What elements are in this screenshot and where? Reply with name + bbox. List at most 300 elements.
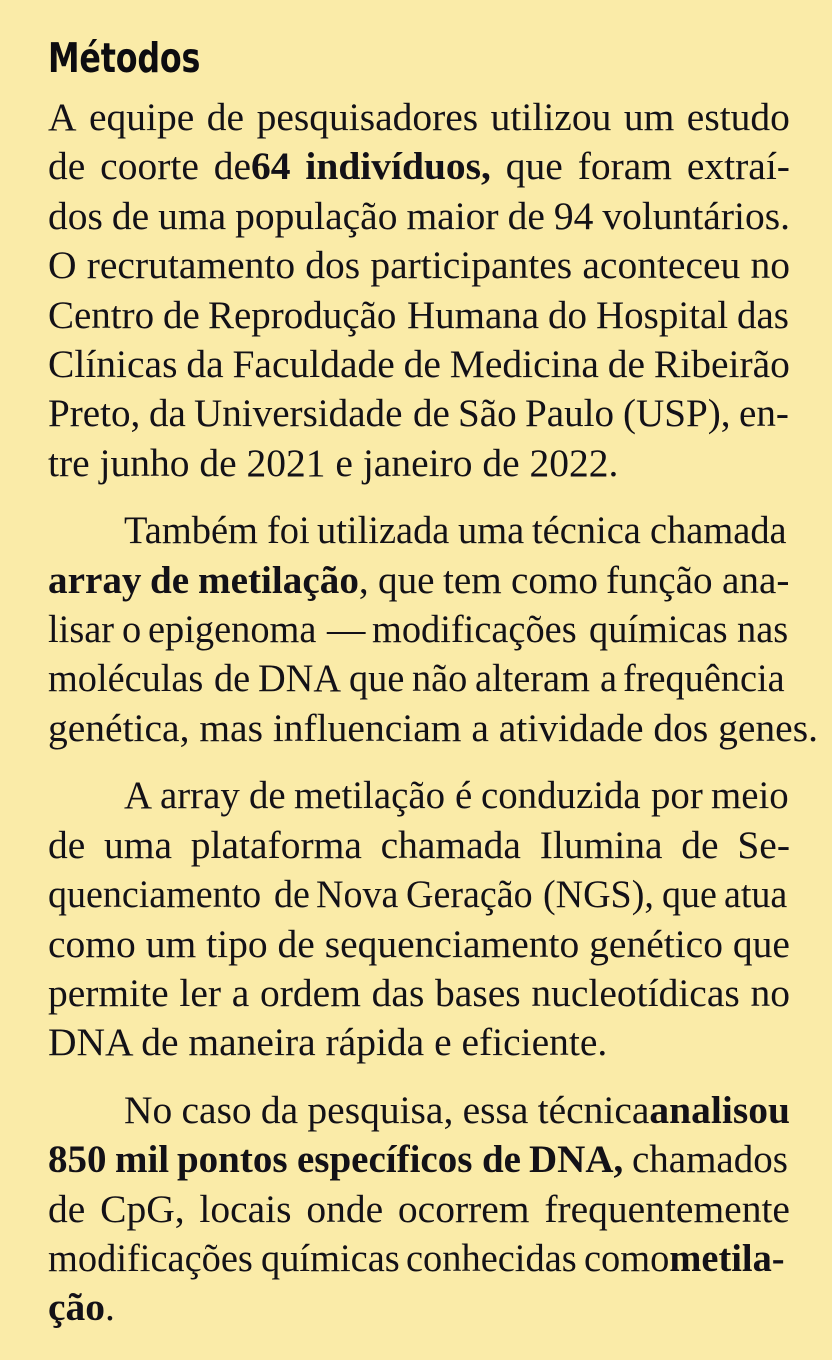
plain-text: aconteceu (582, 243, 741, 288)
word (608, 340, 645, 389)
word (48, 920, 136, 969)
text-line (48, 1283, 790, 1332)
plain-text: metilação (294, 773, 446, 818)
text-line (48, 142, 790, 191)
word (398, 1185, 530, 1234)
plain-text: coorte (100, 144, 199, 189)
plain-text: (NGS), (542, 872, 654, 917)
plain-text: técnica (537, 1087, 650, 1132)
plain-text: extraí- (686, 144, 790, 189)
plain-text: de (206, 95, 245, 139)
text-line (48, 1135, 790, 1184)
plain-text: do (548, 292, 588, 337)
plain-text: da (260, 1087, 299, 1132)
plain-text: Nova (316, 872, 399, 917)
word (372, 969, 425, 1018)
plain-text: frequentemente (544, 1186, 790, 1231)
word (370, 241, 572, 290)
word (538, 1086, 790, 1135)
plain-text: quenciamento (48, 872, 262, 917)
plain-text: genética, mas influenciam a atividade dos genes. (48, 705, 818, 750)
plain-text: (USP), (622, 391, 731, 436)
word (548, 291, 587, 340)
plain-text: modificações (372, 607, 577, 652)
word (186, 340, 223, 389)
word (124, 1086, 172, 1135)
plain-text: Universidade (194, 391, 403, 436)
plain-text: tem (443, 557, 503, 602)
word (122, 605, 141, 654)
word (623, 389, 731, 438)
plain-text: onde (306, 1186, 384, 1231)
plain-text: uma (458, 508, 525, 553)
word (305, 241, 360, 290)
text-line (48, 821, 790, 870)
word (198, 556, 369, 605)
word (737, 821, 790, 870)
emphasis-text: de (481, 1137, 521, 1182)
plain-text: conhecidas (405, 1235, 577, 1280)
emphasis-text: metila- (669, 1235, 785, 1280)
word (179, 969, 221, 1018)
word (207, 93, 244, 142)
word (482, 1135, 521, 1184)
plain-text: Se- (737, 822, 790, 867)
word (267, 506, 310, 555)
plain-text: uma (104, 822, 173, 867)
plain-text: alteram (475, 656, 591, 701)
word (540, 821, 663, 870)
word (651, 771, 703, 820)
plain-text: de (111, 193, 150, 238)
plain-text: recrutamento (86, 243, 296, 288)
plain-text: dos (305, 243, 361, 288)
plain-text: epigenoma (147, 607, 317, 652)
word (48, 1185, 85, 1234)
plain-text: a (231, 970, 250, 1015)
word (48, 389, 140, 438)
word (737, 291, 789, 340)
plain-text: genético (589, 921, 723, 966)
word (48, 340, 177, 389)
word (406, 1234, 577, 1283)
plain-text: participantes (370, 243, 573, 288)
plain-text: de (412, 391, 450, 436)
emphasis-text: analisou (649, 1087, 790, 1132)
word (412, 654, 467, 703)
plain-text: 94 (553, 193, 594, 238)
word (48, 969, 169, 1018)
plain-text: de (48, 1186, 86, 1231)
word (48, 556, 142, 605)
word (413, 389, 450, 438)
word (582, 241, 740, 290)
word (650, 506, 787, 555)
plain-text: é (455, 773, 473, 818)
word (48, 1135, 106, 1184)
plain-text: maior (406, 193, 499, 238)
plain-text: ordem (260, 970, 361, 1015)
plain-text: tre junho de 2021 e janeiro de 2022. (48, 440, 619, 485)
plain-text: frequência (623, 656, 785, 701)
word (199, 1185, 291, 1234)
word (206, 920, 267, 969)
word (737, 605, 788, 654)
plain-text: de (213, 144, 252, 189)
plain-text: A (124, 773, 153, 818)
plain-text: que (505, 144, 563, 189)
word (89, 93, 194, 142)
text-line (48, 605, 790, 654)
text-line (48, 556, 790, 605)
plain-text: no (750, 970, 790, 1015)
word (458, 389, 517, 438)
plain-text: chamada (649, 508, 787, 553)
word (531, 969, 739, 1018)
plain-text: técnica (532, 508, 641, 553)
plain-text: Hospital (595, 292, 728, 337)
emphasis-text: específicos (296, 1137, 473, 1182)
plain-text: sequenciamento (324, 921, 580, 966)
plain-text: Humana (406, 292, 539, 337)
plain-text: locais (199, 1186, 292, 1231)
word (327, 605, 365, 654)
page-title: Métodos (48, 34, 201, 82)
plain-text: Faculdade (232, 342, 395, 387)
plain-text: caso (181, 1087, 252, 1132)
plain-text: voluntários. (602, 193, 790, 238)
word (305, 142, 491, 191)
plain-text: ana- (721, 557, 790, 602)
body-paragraph (48, 506, 818, 753)
plain-text: bases (435, 970, 521, 1015)
text-line (48, 1086, 790, 1135)
word (632, 1135, 788, 1184)
word (214, 654, 250, 703)
plain-text: da (149, 391, 187, 436)
plain-text: de (214, 656, 251, 701)
plain-text: de (249, 773, 286, 818)
word (623, 654, 785, 703)
word (48, 821, 85, 870)
word (532, 506, 641, 555)
plain-text: de (277, 921, 315, 966)
word (381, 821, 521, 870)
word (124, 506, 258, 555)
plain-text: que (378, 557, 435, 602)
text-line (48, 291, 790, 340)
emphasis-text: DNA, (529, 1137, 624, 1182)
plain-text: Ilumina (539, 822, 663, 867)
word (261, 1086, 298, 1135)
word (406, 192, 498, 241)
plain-text: — (326, 607, 366, 652)
plain-text: de (507, 193, 545, 238)
plain-text: dos (48, 193, 103, 238)
plain-text: , (358, 557, 369, 602)
word (602, 192, 790, 241)
plain-text: que (732, 921, 790, 966)
word (48, 870, 261, 919)
plain-text: de (48, 144, 86, 189)
word (115, 1135, 169, 1184)
plain-text: essa (462, 1087, 529, 1132)
word (687, 142, 790, 191)
word (177, 1135, 288, 1184)
word (463, 1086, 529, 1135)
plain-text: chamados (632, 1137, 788, 1182)
word (589, 605, 728, 654)
word (100, 1185, 185, 1234)
plain-text: DNA (257, 656, 341, 701)
plain-text: Paulo (525, 391, 615, 436)
text-line (48, 1185, 790, 1234)
plain-text: equipe (89, 95, 195, 139)
plain-text: atua (724, 872, 788, 917)
plain-text: chamada (380, 822, 521, 867)
body-paragraph (48, 771, 790, 1067)
word (372, 605, 577, 654)
word (491, 93, 612, 142)
word (681, 821, 718, 870)
plain-text: de (274, 872, 311, 917)
plain-text: CpG, (100, 1186, 185, 1231)
word (214, 142, 291, 191)
word (87, 241, 295, 290)
body-paragraph (48, 93, 790, 488)
word (606, 556, 713, 605)
plain-text: um (145, 921, 197, 966)
emphasis-text: ção (48, 1285, 106, 1330)
word (378, 556, 435, 605)
plain-text: moléculas (48, 656, 204, 701)
plain-text: Preto, (48, 391, 141, 436)
plain-text: permite (48, 970, 169, 1015)
text-line (48, 389, 790, 438)
word (406, 870, 533, 919)
word (600, 654, 617, 703)
word (257, 93, 479, 142)
emphasis-text: indivíduos, (305, 144, 491, 189)
word (48, 654, 203, 703)
plain-text: das (371, 970, 425, 1015)
plain-text: Ribeirão (653, 342, 790, 387)
plain-text: utilizada (316, 508, 450, 553)
plain-text: como (583, 1235, 670, 1280)
plain-text: de (163, 292, 201, 337)
word (182, 1086, 252, 1135)
plain-text: nas (737, 607, 789, 652)
word (261, 1234, 400, 1283)
plain-text: o (121, 607, 142, 652)
word (624, 93, 674, 142)
plain-text: modificações (48, 1235, 253, 1280)
plain-text: No (124, 1087, 173, 1132)
word (235, 192, 397, 241)
text-line (48, 771, 790, 820)
emphasis-text: mil (114, 1137, 169, 1182)
plain-text: foi (267, 508, 311, 553)
word (48, 1234, 253, 1283)
plain-text: estudo (686, 95, 790, 139)
text-line (48, 654, 790, 703)
word (260, 969, 361, 1018)
word (508, 192, 545, 241)
word (232, 969, 250, 1018)
article-body (48, 34, 818, 1333)
word (543, 870, 654, 919)
word (163, 291, 200, 340)
word (662, 870, 717, 919)
plain-text: en- (739, 391, 790, 436)
word (450, 340, 599, 389)
word (589, 920, 723, 969)
plain-text: população (235, 193, 398, 238)
word (404, 340, 441, 389)
word (455, 771, 472, 820)
emphasis-text: 64 (251, 144, 291, 189)
text-line (48, 920, 790, 969)
text-line (48, 1234, 790, 1283)
word (112, 192, 149, 241)
plain-text: de (48, 822, 86, 867)
word (544, 1185, 790, 1234)
word (294, 771, 445, 820)
word (511, 556, 598, 605)
plain-text: uma (158, 193, 227, 238)
emphasis-text: array (48, 557, 142, 602)
word (316, 870, 398, 919)
plain-text: pesquisa, (307, 1087, 454, 1132)
body-paragraph (48, 1086, 790, 1333)
plain-text: químicas (588, 607, 728, 652)
plain-text: Centro (48, 292, 155, 337)
plain-text: A (48, 95, 77, 139)
text-line (48, 506, 790, 555)
plain-text: um (623, 95, 675, 139)
word (750, 969, 790, 1018)
word (481, 771, 641, 820)
word (124, 771, 152, 820)
word (349, 654, 404, 703)
emphasis-text: de (150, 557, 190, 602)
word (249, 771, 286, 820)
plain-text: foram (577, 144, 673, 189)
word (407, 291, 539, 340)
word (48, 142, 85, 191)
plain-text: por (650, 773, 703, 818)
plain-text: conduzida (480, 773, 641, 818)
plain-text: a (599, 656, 617, 701)
word (48, 241, 77, 290)
plain-text: São (457, 391, 517, 436)
word (687, 93, 790, 142)
word (722, 556, 789, 605)
plain-text: que (349, 656, 405, 701)
word (525, 389, 614, 438)
text-line (48, 969, 790, 1018)
plain-text: DNA de maneira rápida e eficiente. (48, 1020, 608, 1065)
plain-text: no (750, 243, 790, 288)
word (307, 1086, 453, 1135)
plain-text: função (606, 557, 713, 602)
word (48, 291, 154, 340)
plain-text: ocorrem (397, 1186, 530, 1231)
word (149, 389, 186, 438)
word (654, 340, 790, 389)
plain-text: de (607, 342, 646, 387)
word (258, 654, 341, 703)
word (724, 870, 787, 919)
word (458, 506, 524, 555)
text-line (48, 241, 790, 290)
plain-text: de (403, 342, 441, 387)
word (278, 920, 315, 969)
plain-text: lisar (48, 607, 115, 652)
word (317, 506, 449, 555)
word (158, 192, 226, 241)
word (750, 241, 790, 290)
text-line (48, 93, 790, 142)
word (232, 340, 394, 389)
plain-text: tipo (206, 921, 268, 966)
word (578, 142, 672, 191)
plain-text: array (160, 773, 241, 818)
plain-text: como (510, 557, 598, 602)
word (306, 1185, 383, 1234)
word (48, 192, 103, 241)
plain-text: ler (179, 970, 222, 1015)
text-line (48, 704, 818, 753)
plain-text: da (186, 342, 224, 387)
word (194, 389, 402, 438)
plain-text: nucleotídicas (531, 970, 740, 1015)
plain-text: Geração (406, 872, 533, 917)
word (297, 1135, 472, 1184)
word (48, 605, 114, 654)
word (274, 870, 310, 919)
word (443, 556, 502, 605)
emphasis-text: metilação (197, 557, 359, 602)
plain-text: meio (710, 773, 789, 818)
plain-text: utilizou (490, 95, 612, 139)
plain-text: Clínicas (48, 342, 178, 387)
text-line (48, 1018, 790, 1067)
word (435, 969, 521, 1018)
word (48, 93, 77, 142)
plain-text: Medicina (449, 342, 599, 387)
plain-text: químicas (260, 1235, 400, 1280)
plain-text: Também (124, 508, 258, 553)
plain-text: plataforma (190, 822, 362, 867)
paragraph-list (48, 93, 818, 1333)
plain-text: Reprodução (208, 292, 397, 337)
word (554, 192, 594, 241)
word (529, 1135, 623, 1184)
emphasis-text: pontos (177, 1137, 288, 1182)
plain-text: pesquisadores (256, 95, 479, 139)
text-line (48, 340, 790, 389)
word (104, 821, 172, 870)
word (739, 389, 789, 438)
word (475, 654, 590, 703)
word (711, 771, 789, 820)
word (506, 142, 563, 191)
word (100, 142, 199, 191)
text-line (48, 439, 790, 488)
word (208, 291, 396, 340)
word (596, 291, 728, 340)
